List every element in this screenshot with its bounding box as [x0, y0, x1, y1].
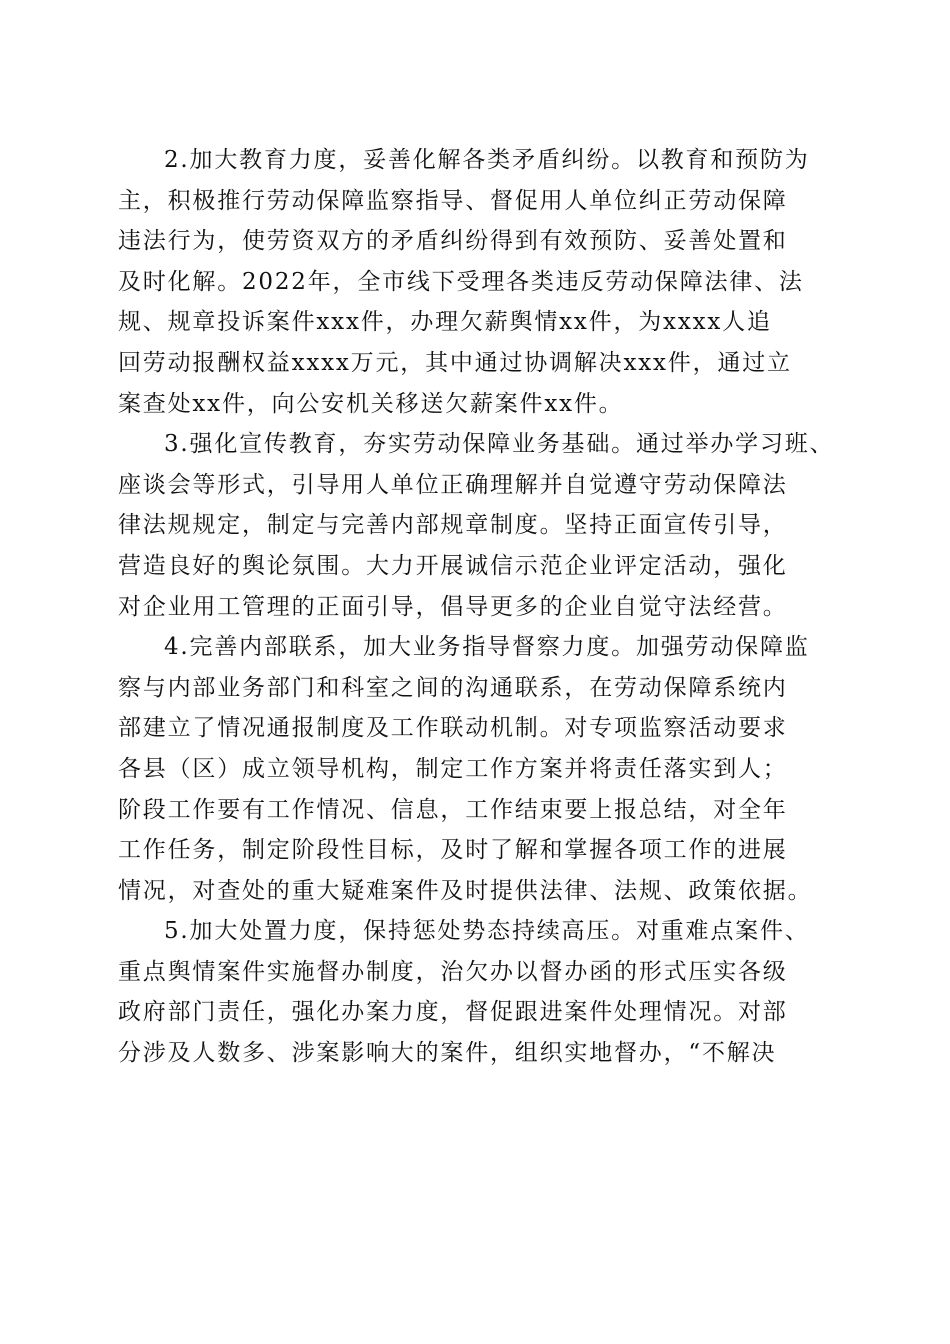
text-line: 及时化解。2022年，全市线下受理各类违反劳动保障法律、法 [118, 268, 804, 295]
text-line: 2.加大教育力度，妥善化解各类矛盾纠纷。以教育和预防为 [164, 147, 810, 173]
text-line: 规、规章投诉案件xxx件，办理欠薪舆情xx件，为xxxx人追 [118, 309, 772, 336]
text-line: 部建立了情况通报制度及工作联动机制。对专项监察活动要求 [118, 715, 788, 742]
text-line: 阶段工作要有工作情况、信息，工作结束要上报总结，对全年 [118, 796, 788, 823]
document-body [118, 140, 835, 1074]
text-line: 各县（区）成立领导机构，制定工作方案并将责任落实到人； [118, 755, 788, 782]
paragraph-enforcement [118, 911, 828, 1073]
text-line: 座谈会等形式，引导用人单位正确理解并自觉遵守劳动保障法 [118, 471, 788, 498]
paragraph-publicity [118, 424, 835, 627]
text-line: 3.强化宣传教育，夯实劳动保障业务基础。通过举办学习班、 [164, 431, 835, 458]
text-line: 工作任务，制定阶段性目标，及时了解和掌握各项工作的进展 [118, 837, 788, 864]
paragraph-education [118, 140, 828, 424]
text-line: 情况，对查处的重大疑难案件及时提供法律、法规、政策依据。 [118, 877, 813, 904]
text-line: 4.完善内部联系，加大业务指导督察力度。加强劳动保障监 [164, 634, 810, 661]
text-line: 分涉及人数多、涉案影响大的案件，组织实地督办，“不解决 [118, 1040, 777, 1067]
text-line: 5.加大处置力度，保持惩处势态持续高压。对重难点案件、 [164, 918, 810, 945]
text-line: 违法行为，使劳资双方的矛盾纠纷得到有效预防、妥善处置和 [118, 228, 788, 255]
text-line: 对企业用工管理的正面引导，倡导更多的企业自觉守法经营。 [118, 593, 788, 620]
text-line: 营造良好的舆论氛围。大力开展诚信示范企业评定活动，强化 [118, 552, 788, 579]
text-line: 主，积极推行劳动保障监察指导、督促用人单位纠正劳动保障 [118, 187, 788, 214]
text-line: 政府部门责任，强化办案力度，督促跟进案件处理情况。对部 [118, 999, 788, 1026]
text-line: 案查处xx件，向公安机关移送欠薪案件xx件。 [118, 390, 624, 417]
paragraph-internal-liaison [118, 627, 828, 911]
text-line: 重点舆情案件实施督办制度，治欠办以督办函的形式压实各级 [118, 958, 788, 985]
text-line: 律法规规定，制定与完善内部规章制度。坚持正面宣传引导， [118, 512, 788, 539]
text-line: 回劳动报酬权益xxxx万元，其中通过协调解决xxx件，通过立 [118, 349, 792, 376]
text-line: 察与内部业务部门和科室之间的沟通联系，在劳动保障系统内 [118, 674, 788, 701]
